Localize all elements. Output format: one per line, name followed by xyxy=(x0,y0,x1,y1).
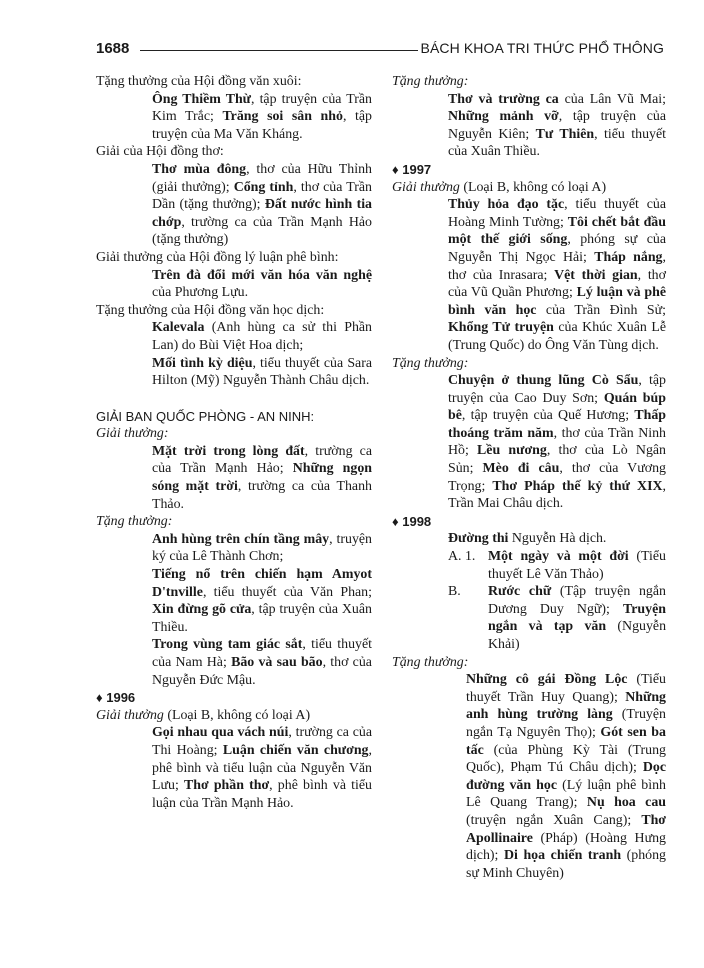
page-number: 1688 xyxy=(96,40,130,57)
work-title: Đường thi xyxy=(448,531,509,547)
year-heading xyxy=(392,161,666,179)
work-title: Những mảnh vỡ xyxy=(448,109,559,125)
page-header xyxy=(96,40,664,62)
work-title: Khổng Tử truyện xyxy=(448,320,554,336)
text-run: , tiểu thuyết của Hoàng Minh Tường; xyxy=(448,197,666,230)
work-title: Gót sen ba tấc xyxy=(466,724,666,758)
text-run: (Loại B, không có loại A) xyxy=(163,707,311,723)
text-run: , tập truyện của Xuân Thiều. xyxy=(152,602,372,635)
work-title: Tư Thiên xyxy=(535,126,595,142)
award-entry xyxy=(152,91,372,144)
header-rule xyxy=(140,50,418,51)
award-entry xyxy=(448,548,666,583)
award-entry xyxy=(152,319,372,354)
text-run: ♦ 1998 xyxy=(392,513,432,529)
text-run: Giải thưởng xyxy=(96,707,164,723)
text-run: (Pháp) (Hoàng Hưng dịch); xyxy=(466,830,666,864)
text-run: Giải thưởng: xyxy=(96,426,169,442)
list-marker: B. xyxy=(448,584,461,600)
work-title: Vệt thời gian xyxy=(554,267,638,283)
year-heading xyxy=(96,689,372,707)
award-entry xyxy=(152,161,372,249)
text-run: (Truyện ngắn Tạ Nguyên Thọ); xyxy=(466,707,666,740)
text-run: (Lý luận phê bình Lê Quang Trang); xyxy=(466,777,666,811)
text-run: , Trần Mai Châu dịch. xyxy=(448,478,666,512)
text-run: GIẢI BAN QUỐC PHÒNG - AN NINH: xyxy=(96,408,315,424)
text-run: , tập truyện của Quế Hương; xyxy=(461,408,635,424)
work-title: Trăng soi sân nhỏ xyxy=(222,109,343,125)
text-run: (Tiểu thuyết Trần Huy Quang); xyxy=(466,672,666,705)
text-run: , tiểu thuyết của Sara Hilton (Mỹ) Nguyễn Thành Châu dịch. xyxy=(152,355,372,389)
section-heading xyxy=(96,408,372,426)
text-run: Tặng thưởng: xyxy=(392,355,469,371)
work-title: Tôi chết bắt đầu một thế giới sống xyxy=(448,214,666,248)
work-title: Xin đừng gõ cửa xyxy=(152,602,252,618)
work-title: Một ngày và một đời xyxy=(488,549,629,565)
work-title: Thơ Apollinaire xyxy=(466,812,666,846)
text-run: , thơ của Vũ Quần Phương; xyxy=(448,267,666,301)
work-title: Gọi nhau qua vách núi xyxy=(152,725,289,741)
award-entry xyxy=(466,671,666,882)
text-run: Giải thưởng của Hội đồng lý luận phê bình: xyxy=(96,249,339,265)
text-run: , thơ của Lò Ngân Sủn; xyxy=(448,443,666,477)
award-entry xyxy=(448,372,666,513)
award-category xyxy=(392,73,666,91)
text-run: Tặng thưởng: xyxy=(392,654,469,670)
text-run: , thơ của Inrasara; xyxy=(448,249,666,283)
work-title: Những cô gái Đồng Lộc xyxy=(466,672,628,688)
list-text xyxy=(488,583,666,653)
work-title: Quán búp bê xyxy=(448,390,666,424)
work-title: Mèo đi câu xyxy=(482,461,560,477)
text-run: của Lân Vũ Mai; xyxy=(558,91,666,107)
text-run: Giải của Hội đồng thơ: xyxy=(96,144,224,160)
text-run: , truyện ký của Lê Thành Chơn; xyxy=(152,531,372,565)
work-title: Luận chiến văn chương xyxy=(222,742,369,758)
award-entry xyxy=(152,636,372,689)
text-run: của Phương Lựu. xyxy=(152,285,249,301)
award-entry xyxy=(448,196,666,354)
work-title: Mặt trời trong lòng đất xyxy=(152,443,305,459)
text-run: (phóng sự Minh Chuyên) xyxy=(466,848,666,881)
work-title: Mối tình kỳ diệu xyxy=(152,355,253,371)
text-run: (Tập truyện ngắn Dương Duy Ngữ); xyxy=(488,584,666,617)
award-entry xyxy=(152,267,372,302)
work-title: Truyện ngắn và tạp văn xyxy=(488,601,666,635)
text-run: Nguyễn Hà dịch. xyxy=(508,531,607,547)
work-title: Tiếng nổ trên chiến hạm Amyot D'tnville xyxy=(152,567,372,600)
text-run: , tập truyện của Cao Duy Sơn; xyxy=(448,373,666,406)
text-run: , phê bình và tiểu luận của Trần Mạnh Hảo. xyxy=(152,778,372,811)
work-title: Bão và sau bão xyxy=(231,655,323,670)
work-title: Thủy hỏa đạo tặc xyxy=(448,197,565,213)
award-category xyxy=(392,179,666,197)
text-run: , trường ca của Trần Mạnh Hảo (tặng thưởng) xyxy=(152,214,372,248)
text-run: , trường ca của Trần Mạnh Hảo; xyxy=(152,443,373,477)
text-run: , tập truyện của Nguyễn Kiên; xyxy=(448,109,667,142)
text-run: , tiểu thuyết của Nam Hà; xyxy=(152,637,373,670)
running-title: BÁCH KHOA TRI THỨC PHỔ THÔNG xyxy=(420,40,664,56)
text-run: , trường ca của Thanh Thảo. xyxy=(152,479,372,512)
text-run: của Trần Đình Sử; xyxy=(536,302,667,318)
text-run: , phóng sự của Nguyễn Thị Ngọc Hải; xyxy=(448,232,666,265)
work-title: Những ngọn sóng mặt trời xyxy=(152,461,372,495)
work-title: Trong vùng tam giác sắt xyxy=(152,637,303,653)
award-entry xyxy=(152,566,372,636)
award-category xyxy=(96,425,372,443)
text-run: Tặng thưởng của Hội đồng văn học dịch: xyxy=(96,302,325,318)
award-entry xyxy=(152,443,372,513)
award-label xyxy=(96,73,372,91)
text-run: , thơ của Hữu Thỉnh (giải thưởng); xyxy=(152,161,372,195)
work-title: Tháp nắng xyxy=(594,249,663,265)
text-run: , tiểu thuyết của Văn Phan; xyxy=(202,584,372,600)
award-entry xyxy=(152,531,372,566)
text-run: (Anh hùng ca sử thi Phần Lan) do Bùi Việt Hoa dịch; xyxy=(152,320,372,353)
text-run: , tập truyện của Ma Văn Kháng. xyxy=(152,109,372,142)
work-title: Thơ và trường ca xyxy=(448,91,559,107)
list-text xyxy=(488,548,666,583)
text-run: , tập truyện của Trần Kim Trắc; xyxy=(152,91,372,125)
work-title: Trên đà đổi mới văn hóa văn nghệ xyxy=(152,267,372,283)
work-title: Rước chữ xyxy=(488,584,552,600)
award-category xyxy=(392,355,666,373)
work-title: Lều nương xyxy=(477,443,547,459)
text-run: ♦ 1997 xyxy=(392,161,432,177)
text-run: , thơ của Trần Dần (tặng thưởng); xyxy=(152,179,372,213)
year-heading xyxy=(392,513,666,531)
text-run: ♦ 1996 xyxy=(96,690,136,706)
text-run: , tiểu thuyết của Xuân Thiều. xyxy=(448,126,666,160)
work-title: Đất nước hình tia chớp xyxy=(152,197,372,230)
award-label xyxy=(96,249,372,267)
right-column xyxy=(392,73,666,882)
work-title: Thơ Pháp thế kỷ thứ XIX xyxy=(492,478,663,494)
work-title: Thơ phần thơ xyxy=(183,778,270,794)
text-run: (của Phùng Kỳ Tài (Trung Quốc), Phạm Tú Châu dịch); xyxy=(466,742,666,776)
work-title: Thơ mùa đông xyxy=(152,161,247,177)
text-run: của Khúc Xuân Lễ (Trung Quốc) do Ông Văn Tùng dịch. xyxy=(448,320,667,353)
text-run: , trường ca của Thi Hoàng; xyxy=(152,725,373,758)
award-entry xyxy=(448,583,666,653)
text-run: , thơ của Trần Ninh Hồ; xyxy=(448,425,666,459)
award-category xyxy=(96,513,372,531)
text-run: , thơ của Vương Trọng; xyxy=(448,461,666,494)
work-title: Chuyện ở thung lũng Cò Sẩu xyxy=(448,373,639,389)
work-title: Kalevala xyxy=(152,320,205,336)
text-run: Tặng thưởng: xyxy=(96,514,173,530)
text-run: Giải thưởng xyxy=(392,179,460,195)
text-run: (Loại B, không có loại A) xyxy=(459,179,607,195)
award-entry xyxy=(152,355,372,390)
text-run: (Nguyễn Khải) xyxy=(488,619,667,652)
award-entry xyxy=(448,530,666,548)
text-run: , phê bình và tiểu luận của Nguyễn Văn Lưu; xyxy=(152,742,372,794)
award-label xyxy=(96,302,372,320)
award-entry xyxy=(448,91,666,161)
text-run: (Tiểu thuyết Lê Văn Thảo) xyxy=(488,549,666,582)
left-column xyxy=(96,73,372,812)
work-title: Dọc đường văn học xyxy=(466,760,666,793)
work-title: Lý luận và phê bình văn học xyxy=(448,285,666,318)
list-marker: A. 1. xyxy=(448,549,476,565)
work-title: Nụ hoa cau xyxy=(586,795,667,811)
award-category xyxy=(96,707,372,725)
text-run: Tặng thưởng của Hội đồng văn xuôi: xyxy=(96,74,302,89)
award-entry xyxy=(152,724,372,812)
award-category xyxy=(392,654,666,672)
work-title: Thấp thoáng trăm năm xyxy=(448,408,666,441)
work-title: Anh hùng trên chín tầng mây xyxy=(152,531,330,547)
work-title: Di họa chiến tranh xyxy=(503,848,622,864)
work-title: Cổng tỉnh xyxy=(233,179,294,195)
work-title: Ông Thiềm Thừ xyxy=(152,91,252,107)
text-run: , thơ của Nguyễn Đức Mậu. xyxy=(152,655,372,688)
award-label xyxy=(96,143,372,161)
text-run: (truyện ngắn Xuân Cang); xyxy=(466,812,642,828)
text-run: Tặng thưởng: xyxy=(392,74,469,89)
work-title: Những anh hùng trường làng xyxy=(466,689,666,723)
